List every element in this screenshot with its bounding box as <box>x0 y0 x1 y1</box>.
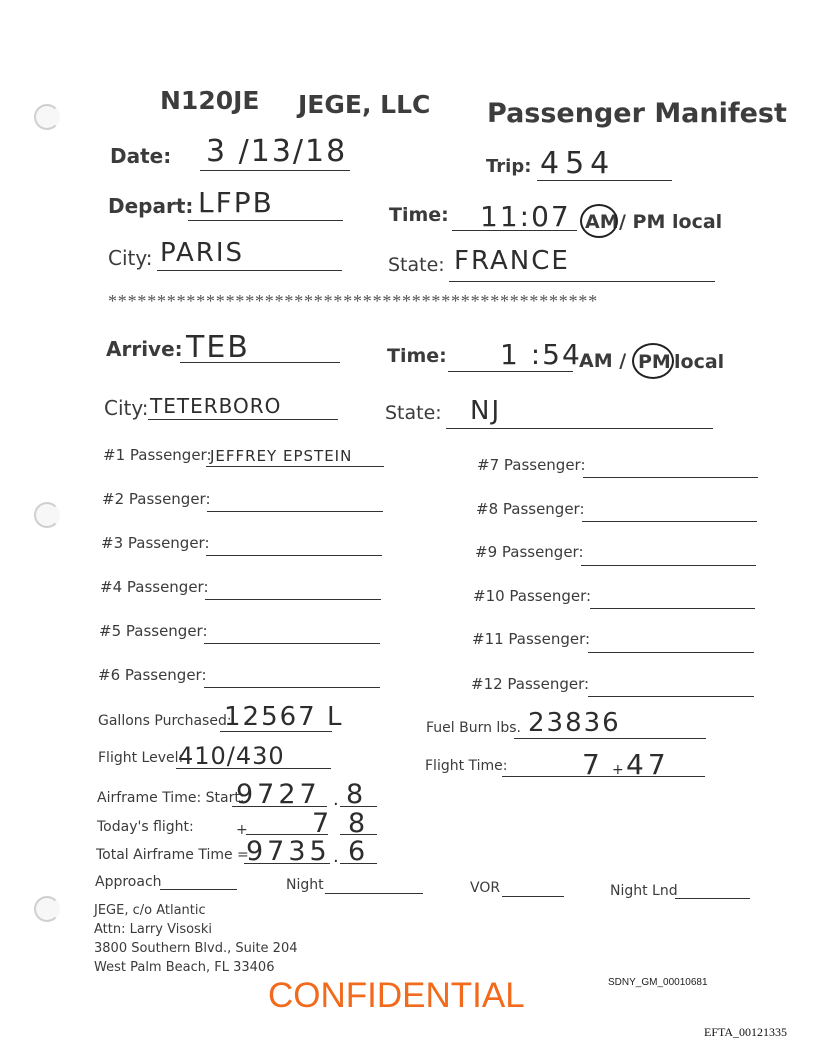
trip-label: Trip: <box>486 156 532 177</box>
trip-line <box>537 180 672 181</box>
total-airframe-dot: . <box>333 846 341 867</box>
fuel-burn-value: 23836 <box>528 708 621 738</box>
tail-number: N120JE <box>160 86 260 115</box>
passenger-8-line <box>582 521 757 522</box>
passenger-10-line <box>590 608 755 609</box>
passenger-7-line <box>583 477 758 478</box>
separator-asterisks: ************************************************** <box>108 291 598 311</box>
depart-line <box>188 220 343 221</box>
flight-time-hours: 7 <box>582 748 602 781</box>
address-line-3: 3800 Southern Blvd., Suite 204 <box>94 941 298 956</box>
depart-city-line <box>157 270 342 271</box>
date-line <box>200 170 350 171</box>
passenger-1-line <box>206 466 384 467</box>
address-line-4: West Palm Beach, FL 33406 <box>94 960 275 975</box>
binder-hole <box>34 896 60 922</box>
passenger-5-label: #5 Passenger: <box>99 622 208 640</box>
passenger-7-label: #7 Passenger: <box>477 456 586 474</box>
fuel-burn-line <box>514 738 706 739</box>
arrive-local: local <box>674 351 725 373</box>
today-flight-label: Today's flight: <box>97 819 194 835</box>
depart-state-value: FRANCE <box>454 246 570 276</box>
total-airframe-label: Total Airframe Time = <box>96 847 249 863</box>
approach-label: Approach <box>95 874 162 890</box>
depart-am: AM <box>585 211 619 233</box>
passenger-11-label: #11 Passenger: <box>472 630 591 648</box>
depart-city-label: City: <box>108 246 153 270</box>
passenger-1-label: #1 Passenger: <box>103 446 212 464</box>
passenger-12-label: #12 Passenger: <box>471 675 590 693</box>
airframe-start-dot: . <box>333 789 341 810</box>
airframe-start-decimal: 8 <box>346 779 366 810</box>
date-label: Date: <box>110 144 172 168</box>
passenger-3-label: #3 Passenger: <box>101 534 210 552</box>
depart-am-circle <box>580 204 618 238</box>
depart-label: Depart: <box>108 194 194 218</box>
arrive-time-line <box>448 371 573 372</box>
depart-pm-local: / PM local <box>619 211 723 233</box>
flight-level-value: 410/430 <box>178 742 285 770</box>
date-value: 3 /13/18 <box>206 134 348 169</box>
depart-time-value: 11:07 <box>480 200 571 233</box>
total-airframe-decimal-line <box>340 863 377 864</box>
vor-line <box>502 896 564 897</box>
night-line <box>325 893 423 894</box>
passenger-9-line <box>581 565 756 566</box>
bates-sdny: SDNY_GM_00010681 <box>608 977 708 988</box>
passenger-6-line <box>204 687 380 688</box>
arrive-line <box>180 362 340 363</box>
passenger-4-line <box>205 599 381 600</box>
passenger-9-label: #9 Passenger: <box>475 543 584 561</box>
gallons-label: Gallons Purchased: <box>98 713 232 729</box>
vor-label: VOR <box>470 880 501 896</box>
bates-efta: EFTA_00121335 <box>704 1025 788 1039</box>
arrive-pm-circle <box>632 343 674 379</box>
confidential-stamp: CONFIDENTIAL <box>268 976 525 1015</box>
depart-state-label: State: <box>388 254 445 276</box>
arrive-city-line <box>148 419 338 420</box>
passenger-2-label: #2 Passenger: <box>102 490 211 508</box>
arrive-value: TEB <box>186 330 250 365</box>
trip-value: 454 <box>540 146 616 181</box>
gallons-value: 12567 L <box>224 702 344 732</box>
binder-hole <box>34 502 60 528</box>
airframe-start-decimal-line <box>340 806 377 807</box>
flight-time-line <box>502 776 705 777</box>
approach-line <box>160 889 237 890</box>
arrive-label: Arrive: <box>106 337 183 361</box>
flight-time-plus: + <box>612 762 626 778</box>
fuel-burn-label: Fuel Burn lbs. <box>426 720 521 736</box>
night-lnd-label: Night Lnd <box>610 883 678 899</box>
binder-hole <box>34 104 60 130</box>
arrive-time-label: Time: <box>387 345 447 367</box>
passenger-3-line <box>206 555 382 556</box>
depart-value: LFPB <box>198 186 274 219</box>
today-flight-decimal-line <box>340 834 377 835</box>
company-name: JEGE, LLC <box>298 90 431 119</box>
depart-time-label: Time: <box>389 204 449 226</box>
total-airframe-line <box>244 863 330 864</box>
depart-city-value: PARIS <box>160 238 245 268</box>
passenger-5-line <box>204 643 380 644</box>
flight-time-minutes: 47 <box>626 748 670 781</box>
arrive-pm: PM <box>638 351 671 373</box>
passenger-2-line <box>207 511 383 512</box>
passenger-6-label: #6 Passenger: <box>98 666 207 684</box>
passenger-11-line <box>588 652 754 653</box>
arrive-city-value: TETERBORO <box>150 394 282 418</box>
today-flight-plus: + <box>236 822 248 838</box>
arrive-am: AM / <box>579 350 627 372</box>
depart-state-line <box>449 281 715 282</box>
passenger-4-label: #4 Passenger: <box>100 578 209 596</box>
passenger-8-label: #8 Passenger: <box>476 500 585 518</box>
passenger-10-label: #10 Passenger: <box>473 587 592 605</box>
passenger-1-value: JEFFREY EPSTEIN <box>210 447 353 465</box>
depart-time-line <box>452 230 577 231</box>
gallons-line <box>220 731 332 732</box>
address-line-1: JEGE, c/o Atlantic <box>94 903 206 918</box>
airframe-start-value: 9727 <box>236 779 321 810</box>
total-airframe-decimal: 6 <box>348 836 368 867</box>
arrive-time-value: 1 :54 <box>500 338 582 371</box>
arrive-state-line <box>446 428 713 429</box>
flight-level-label: Flight Level: <box>98 750 184 766</box>
arrive-city-label: City: <box>104 396 149 420</box>
total-airframe-value: 9735 <box>246 836 331 867</box>
flight-time-label: Flight Time: <box>425 758 508 774</box>
today-flight-decimal: 8 <box>348 808 368 839</box>
night-label: Night <box>286 877 324 893</box>
airframe-start-line <box>232 806 327 807</box>
airframe-start-label: Airframe Time: Start: <box>97 790 245 806</box>
address-line-2: Attn: Larry Visoski <box>94 922 212 937</box>
today-flight-line <box>246 834 328 835</box>
arrive-state-value: NJ <box>470 396 502 426</box>
night-lnd-line <box>675 898 750 899</box>
passenger-12-line <box>588 696 754 697</box>
arrive-state-label: State: <box>385 402 442 424</box>
flight-level-line <box>176 768 331 769</box>
today-flight-value: 7 <box>312 808 332 839</box>
form-title: Passenger Manifest <box>487 98 787 129</box>
